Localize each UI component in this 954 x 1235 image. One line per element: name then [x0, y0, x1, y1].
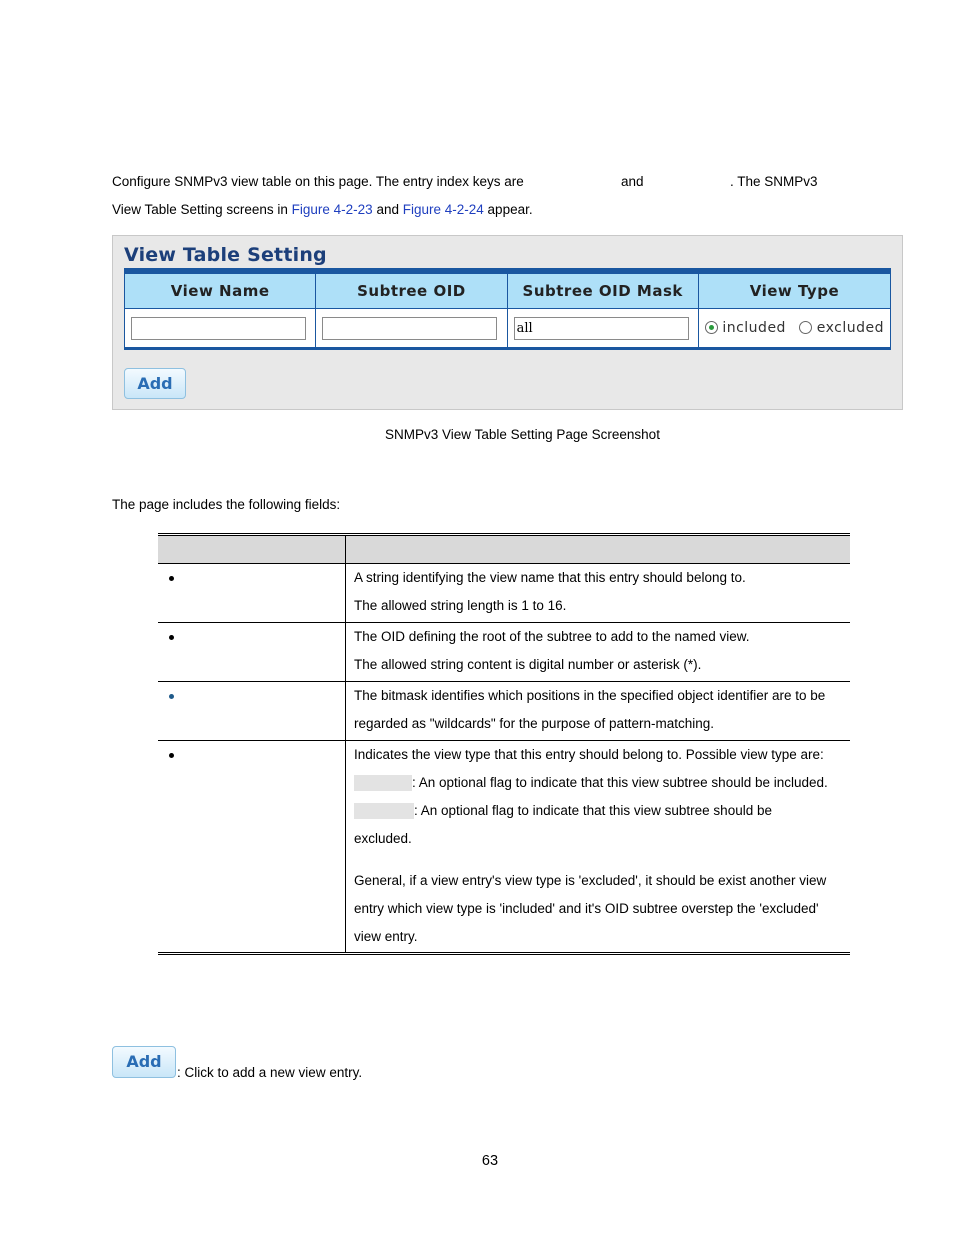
view-table-setting-panel — [112, 235, 903, 410]
field-description — [346, 564, 851, 623]
view-table — [124, 268, 891, 350]
add-button[interactable]: Add — [124, 368, 186, 399]
desc-line-option-1 — [354, 769, 850, 797]
figure-link-1[interactable]: Figure 4-2-23 — [291, 202, 373, 217]
table-row — [158, 564, 850, 623]
figure-link-2[interactable]: Figure 4-2-24 — [402, 202, 484, 217]
desc-line: A string identifying the view name that this entry should belong to. — [354, 570, 746, 585]
intro-text: Configure SNMPv3 view table on this page. The entry index keys are — [112, 174, 524, 189]
option-1-text: : An optional flag to indicate that this view subtree should be included. — [412, 775, 828, 790]
intro-line-2 — [112, 196, 533, 224]
field-description — [346, 741, 851, 954]
radio-included[interactable] — [705, 321, 718, 334]
field-description — [346, 682, 851, 741]
table-row — [158, 741, 850, 954]
option-2-text: : An optional flag to indicate that this view subtree should be — [414, 803, 772, 818]
radio-excluded-label: excluded — [816, 319, 884, 336]
intro-snmpv3-text: . The SNMPv3 — [730, 174, 818, 189]
add-button-description: : Click to add a new view entry. — [177, 1065, 363, 1080]
panel-title: View Table Setting — [124, 244, 327, 266]
highlight-box — [354, 803, 414, 819]
fields-intro: The page includes the following fields: — [112, 497, 341, 512]
desc-line-option-2 — [354, 797, 850, 825]
fields-table-header — [158, 535, 850, 564]
intro-snmpv3 — [730, 168, 818, 196]
highlight-box — [354, 775, 412, 791]
add-button-example[interactable]: Add — [112, 1046, 176, 1078]
intro-and-2: and — [376, 202, 399, 217]
view-name-input[interactable] — [131, 317, 306, 340]
intro-appear: appear. — [487, 202, 533, 217]
desc-line: The OID defining the root of the subtree to add to the named view. — [354, 629, 750, 644]
radio-included-label: included — [722, 319, 786, 336]
bullet-icon — [169, 694, 174, 699]
intro-and — [621, 168, 644, 196]
view-table-header-row — [125, 274, 891, 309]
subtree-oid-input[interactable] — [322, 317, 497, 340]
desc-line: The bitmask identifies which positions in the specified object identifier are to be — [354, 688, 826, 703]
note-line: entry which view type is 'included' and it's OID subtree overstep the 'excluded' — [354, 901, 819, 916]
desc-line: regarded as "wildcards" for the purpose of pattern-matching. — [354, 716, 715, 731]
intro-line-1 — [112, 168, 524, 196]
view-type-cell — [698, 309, 890, 348]
subtree-oid-cell — [316, 309, 507, 348]
header-object — [158, 535, 346, 564]
col-view-name: View Name — [125, 274, 316, 309]
desc-line: The allowed string length is 1 to 16. — [354, 598, 567, 613]
field-description — [346, 623, 851, 682]
table-row — [158, 682, 850, 741]
col-subtree-oid: Subtree OID — [316, 274, 507, 309]
desc-line: Indicates the view type that this entry should belong to. Possible view type are: — [354, 747, 824, 762]
intro-text-2: View Table Setting screens in — [112, 202, 288, 217]
desc-line: The allowed string content is digital number or asterisk (*). — [354, 657, 702, 672]
table-row — [158, 623, 850, 682]
field-name-cell — [158, 741, 346, 954]
bullet-icon — [169, 635, 174, 640]
radio-excluded[interactable] — [799, 321, 812, 334]
header-description — [346, 535, 851, 564]
field-name-cell — [158, 564, 346, 623]
fields-table — [158, 533, 850, 955]
view-table-input-row — [125, 309, 891, 348]
note-line: General, if a view entry's view type is 'excluded', it should be exist another view — [354, 873, 827, 888]
field-name-cell — [158, 682, 346, 741]
bullet-icon — [169, 576, 174, 581]
page-number: 63 — [481, 1153, 499, 1169]
col-subtree-oid-mask: Subtree OID Mask — [507, 274, 698, 309]
subtree-mask-cell — [507, 309, 698, 348]
desc-line: excluded. — [354, 831, 412, 846]
spacer — [354, 853, 850, 867]
note-line: view entry. — [354, 929, 418, 944]
col-view-type: View Type — [698, 274, 890, 309]
bullet-icon — [169, 753, 174, 758]
field-name-cell — [158, 623, 346, 682]
intro-and-text: and — [621, 174, 644, 189]
view-name-cell — [125, 309, 316, 348]
figure-caption: SNMPv3 View Table Setting Page Screenshot — [385, 427, 660, 442]
subtree-oid-mask-input[interactable] — [514, 317, 689, 340]
